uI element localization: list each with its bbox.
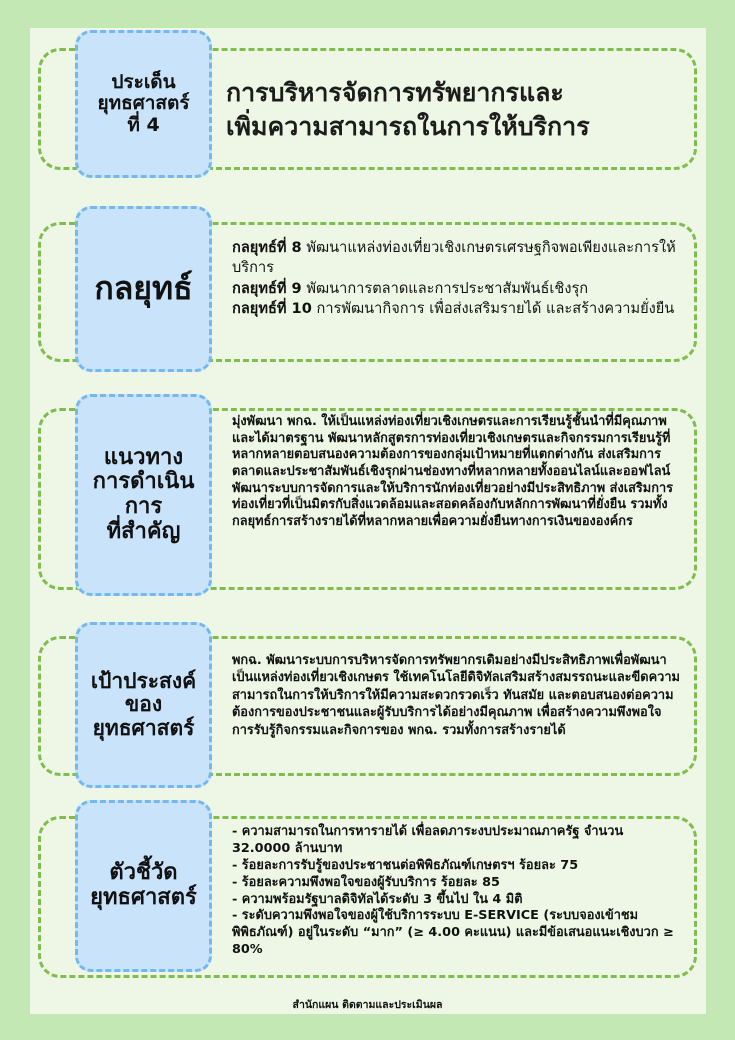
issue-label-line: ประเด็น <box>111 71 176 94</box>
objective-text <box>232 652 685 739</box>
issue-title <box>226 76 696 144</box>
objective-paragraph: พกฉ. พัฒนาระบบการบริหารจัดการทรัพยากรเดิมอย่างมีประสิทธิภาพเพื่อพัฒนาเป็นแหล่งท่องเที่ยวเชิงเกษตร ใช้เทคโนโลยีดิจิทัลเสริมสร้างสมรรถนะและขีดความสามารถในการให้บริการให้มีความสะดวกรวดเร็ว ทันสมัย และตอบสนองต่อความต้องการของประชาชนและผู้รับบริการได้อย่างมีคุณภาพ เพื่อสร้างความพึงพอใจ การรับรู้กิจกรรมและกิจการของ พกฉ. รวมทั้งการสร้างรายได้ <box>232 653 680 738</box>
strategy-item-key: กลยุทธ์ที่ 9 <box>232 279 302 297</box>
indicator-item: - ความพร้อมรัฐบาลดิจิทัลได้ระดับ 3 ขึ้นไป ใน 4 มิติ <box>232 891 523 907</box>
indicator-item: - ระดับความพึงพอใจของผู้ใช้บริการระบบ E-SERVICE (ระบบจองเข้าชมพิพิธภัณฑ์) อยู่ในระดับ “มาก” (≥ 4.00 คะแนน) และมีข้อเสนอแนะเชิงบวก ≥ 80% <box>232 908 674 958</box>
approach-label-line: การดำเนิน <box>92 469 195 495</box>
strategy-list <box>232 238 685 320</box>
strategy-item-text: พัฒนาการตลาดและการประชาสัมพันธ์เชิงรุก <box>301 279 589 297</box>
objective-label-tab <box>75 622 212 788</box>
indicator-item: - ความสามารถในการหารายได้ เพื่อลดภาระงบประมาณภาครัฐ จำนวน 32.0000 ล้านบาท <box>232 824 624 856</box>
issue-title-line: เพิ่มความสามารถในการให้บริการ <box>226 111 590 141</box>
indicators-list <box>232 824 685 959</box>
strategy-item-key: กลยุทธ์ที่ 8 <box>232 239 302 256</box>
strategy-item <box>232 279 685 299</box>
issue-label-line: ที่ 4 <box>127 113 160 136</box>
indicators-label-line: ยุทธศาสตร์ <box>90 885 197 910</box>
approach-label-tab <box>75 394 212 596</box>
approach-label-line: การ <box>124 494 163 519</box>
objective-label-line: ของ <box>124 692 163 717</box>
strategy-item-text: การพัฒนากิจการ เพื่อส่งเสริมรายได้ และสร้างความยั่งยืน <box>311 300 675 318</box>
footer-credit: สำนักแผน ติดตามและประเมินผล <box>292 999 443 1011</box>
strategy-item-text: พัฒนาแหล่งท่องเที่ยวเชิงเกษตรเศรษฐกิจพอเพียงและการให้บริการ <box>232 239 676 277</box>
issue-title-line: การบริหารจัดการทรัพยากรและ <box>226 78 564 107</box>
strategy-item <box>232 299 685 319</box>
objective-label-line: ยุทธศาสตร์ <box>92 715 195 740</box>
indicators-label-line: ตัวชี้วัด <box>109 860 178 886</box>
approach-label-line: ที่สำคัญ <box>106 518 181 544</box>
strategy-item <box>232 238 685 279</box>
approach-paragraph: มุ่งพัฒนา พกฉ. ให้เป็นแหล่งท่องเที่ยวเชิงเกษตรและการเรียนรู้ชั้นนำที่มีคุณภาพและได้มาตรฐาน พัฒนาหลักสูตรการท่องเที่ยวเชิงเกษตรและกิจกรรมการเรียนรู้ที่หลากหลายตอบสนองความต้องการของกลุ่มเป้าหมายที่แตกต่างกัน ส่งเสริมการตลาดและประชาสัมพันธ์เชิงรุกผ่านช่องทางที่หลากหลายทั้งออนไลน์และออฟไลน์ พัฒนาระบบการจัดการและให้บริการนักท่องเที่ยวอย่างมีประสิทธิภาพ ส่งเสริมการท่องเที่ยวที่เป็นมิตรกับสิ่งแวดล้อมและสอดคล้องกับหลักการพัฒนาที่ยั่งยืน รวมทั้ง กลยุทธ์การสร้างรายได้ที่หลากหลายเพื่อความยั่งยืนทางการเงินขององค์กร <box>232 414 674 529</box>
issue-label-tab <box>75 30 212 178</box>
approach-text <box>232 414 685 530</box>
indicator-item: - ร้อยละการรับรู้ของประชาชนต่อพิพิธภัณฑ์เกษตรฯ ร้อยละ 75 <box>232 857 579 873</box>
indicators-label-tab <box>75 800 212 972</box>
strategy-label: กลยุทธ์ <box>94 269 193 308</box>
strategy-label-tab <box>75 206 212 372</box>
strategy-item-key: กลยุทธ์ที่ 10 <box>232 300 312 318</box>
indicator-item: - ร้อยละความพึงพอใจของผู้รับบริการ ร้อยละ 85 <box>232 874 500 890</box>
issue-label-line: ยุทธศาสตร์ <box>97 92 190 115</box>
approach-label-line: แนวทาง <box>103 444 184 470</box>
objective-label-line: เป้าประสงค์ <box>90 668 197 693</box>
